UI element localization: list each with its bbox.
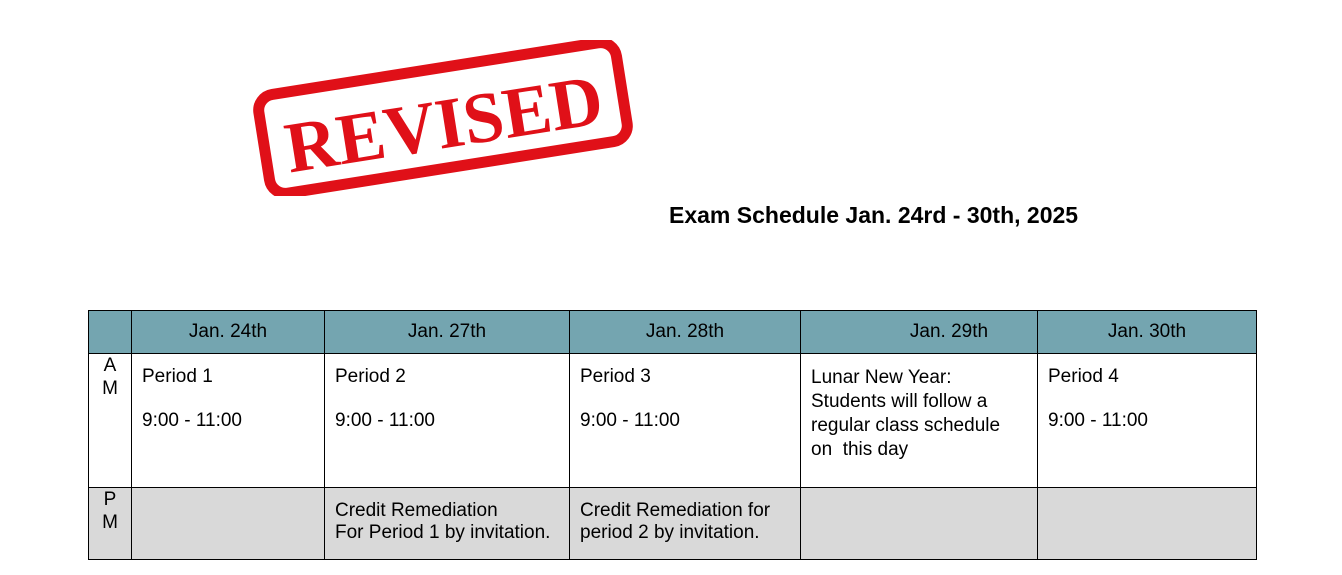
am-cell-jan-30 bbox=[1038, 354, 1257, 488]
am-row bbox=[89, 354, 1257, 488]
note-line: on this day bbox=[811, 439, 909, 460]
header-jan-28: Jan. 28th bbox=[570, 311, 801, 354]
pm-line: period 2 by invitation. bbox=[580, 522, 760, 543]
period-label: Period 2 bbox=[335, 366, 406, 387]
header-jan-27: Jan. 27th bbox=[325, 311, 570, 354]
revised-stamp bbox=[250, 40, 636, 196]
pm-cell-jan-30 bbox=[1038, 488, 1257, 560]
pm-line: Credit Remediation bbox=[335, 500, 498, 521]
header-row bbox=[89, 311, 1257, 354]
pm-line: For Period 1 by invitation. bbox=[335, 522, 551, 543]
header-jan-24: Jan. 24th bbox=[132, 311, 325, 354]
period-label: Period 1 bbox=[142, 366, 213, 387]
am-cell-jan-27 bbox=[325, 354, 570, 488]
am-label-m: M bbox=[102, 378, 118, 399]
period-label: Period 4 bbox=[1048, 366, 1119, 387]
header-jan-29-label: Jan. 29th bbox=[909, 321, 989, 342]
pm-line: Credit Remediation for bbox=[580, 500, 771, 521]
am-label-a: A bbox=[103, 355, 117, 376]
note-line: regular class schedule bbox=[811, 415, 1001, 436]
header-corner bbox=[89, 311, 132, 354]
exam-time: 9:00 - 11:00 bbox=[142, 410, 243, 431]
page-title: Exam Schedule Jan. 24rd - 30th, 2025 bbox=[669, 202, 1079, 228]
pm-label-p: P bbox=[103, 489, 117, 510]
pm-cell-jan-24 bbox=[132, 488, 325, 560]
stamp-text: REVISED bbox=[279, 59, 609, 189]
note-line: Lunar New Year: bbox=[811, 367, 952, 388]
exam-time: 9:00 - 11:00 bbox=[580, 410, 681, 431]
pm-cell-jan-27 bbox=[325, 488, 570, 560]
header-jan-30: Jan. 30th bbox=[1038, 311, 1257, 354]
am-cell-jan-29 bbox=[801, 354, 1038, 488]
exam-schedule-table bbox=[88, 310, 1257, 560]
exam-time: 9:00 - 11:00 bbox=[1048, 410, 1149, 431]
pm-label-m: M bbox=[102, 512, 118, 533]
note-line: Students will follow a bbox=[811, 391, 988, 412]
pm-row bbox=[89, 488, 1257, 560]
am-label bbox=[89, 354, 132, 488]
pm-cell-jan-28 bbox=[570, 488, 801, 560]
am-cell-jan-28 bbox=[570, 354, 801, 488]
pm-cell-jan-29 bbox=[801, 488, 1038, 560]
pm-label bbox=[89, 488, 132, 560]
header-jan-29 bbox=[801, 311, 1038, 354]
exam-time: 9:00 - 11:00 bbox=[335, 410, 436, 431]
am-cell-jan-24 bbox=[132, 354, 325, 488]
period-label: Period 3 bbox=[580, 366, 651, 387]
